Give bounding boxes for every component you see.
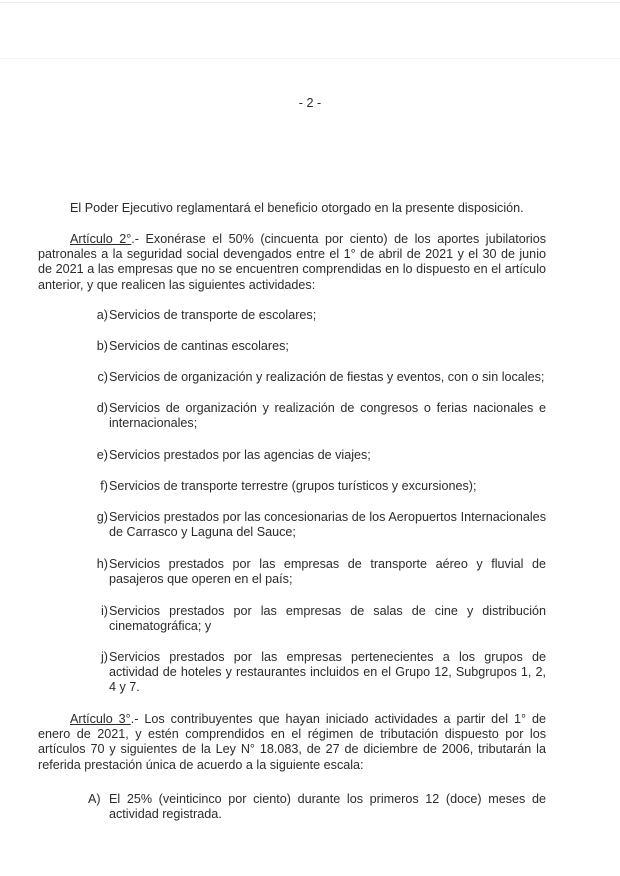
list-item-label: A) bbox=[88, 792, 101, 806]
article-2-heading: Artículo 2° bbox=[70, 232, 132, 246]
list-item-text: Servicios de transporte terrestre (grupos turísticos y excursiones); bbox=[109, 479, 477, 493]
page-number: - 2 - bbox=[298, 96, 322, 110]
list-item-label: b) bbox=[96, 339, 108, 353]
list-item-text: Servicios de transporte de escolares; bbox=[109, 308, 317, 322]
list-item bbox=[88, 510, 546, 540]
list-item-label: i) bbox=[101, 604, 108, 618]
article-3-body: .- Los contribuyentes que hayan iniciado actividades a partir del 1° de enero de 2021, y estén comprendidos en el régimen de tributación dispuesto por los artículos 70 y siguientes de la Ley N° 18.083, de 27 de diciembre de 2006, tributarán la referida prestación única de acuerdo a la siguiente escala: bbox=[38, 712, 547, 772]
list-item-text: Servicios prestados por las empresas de transporte aéreo y fluvial de pasajeros que operen en el país; bbox=[109, 557, 546, 587]
list-item-text: Servicios de cantinas escolares; bbox=[109, 339, 289, 353]
list-item-label: a) bbox=[96, 308, 108, 322]
list-item bbox=[88, 308, 546, 323]
list-item-label: e) bbox=[96, 448, 108, 462]
list-item-label: j) bbox=[101, 650, 108, 664]
list-item-text: Servicios de organización y realización de congresos o ferias nacionales e internacionales; bbox=[109, 401, 546, 431]
list-item-label: d) bbox=[96, 401, 108, 415]
paragraph-executive-regulation: El Poder Ejecutivo reglamentará el beneficio otorgado en la presente disposición. bbox=[70, 201, 524, 215]
list-item bbox=[88, 479, 546, 494]
list-item bbox=[88, 370, 546, 385]
list-item bbox=[88, 792, 546, 822]
article-2-paragraph bbox=[38, 232, 546, 293]
list-item bbox=[88, 604, 546, 634]
list-item-label: h) bbox=[96, 557, 108, 571]
scan-artifact-line bbox=[0, 58, 620, 59]
list-item-text: Servicios prestados por las agencias de viajes; bbox=[109, 448, 371, 462]
list-item-text: El 25% (veinticinco por ciento) durante los primeros 12 (doce) meses de actividad registrada. bbox=[109, 792, 546, 822]
list-item-label: c) bbox=[97, 370, 108, 384]
article-3-heading: Artículo 3° bbox=[70, 712, 131, 726]
list-item-text: Servicios prestados por las empresas de salas de cine y distribución cinematográfica; y bbox=[109, 604, 546, 634]
list-item bbox=[88, 650, 546, 696]
list-item-label: f) bbox=[100, 479, 108, 493]
article-2-body: .- Exonérase el 50% (cincuenta por ciento) de los aportes jubilatorios patronales a la seguridad social devengados entre el 1° de abril de 2021 y el 30 de junio de 2021 a las empresas que no se encuentren comprendidas en lo dispuesto en el artículo anterior, y que realicen las siguientes actividades: bbox=[38, 232, 546, 292]
list-item-text: Servicios de organización y realización de fiestas y eventos, con o sin locales; bbox=[109, 370, 545, 384]
list-item-text: Servicios prestados por las concesionarias de los Aeropuertos Internacionales de Carrasco y Laguna del Sauce; bbox=[109, 510, 546, 540]
list-item bbox=[88, 339, 546, 354]
article-3-paragraph bbox=[38, 712, 546, 773]
list-item-text: Servicios prestados por las empresas pertenecientes a los grupos de actividad de hoteles y restaurantes incluidos en el Grupo 12, Subgrupos 1, 2, 4 y 7. bbox=[109, 650, 546, 695]
scan-artifact-line bbox=[0, 2, 620, 3]
list-item bbox=[88, 448, 546, 463]
list-item bbox=[88, 401, 546, 431]
list-item-label: g) bbox=[96, 510, 108, 524]
list-item bbox=[88, 557, 546, 587]
